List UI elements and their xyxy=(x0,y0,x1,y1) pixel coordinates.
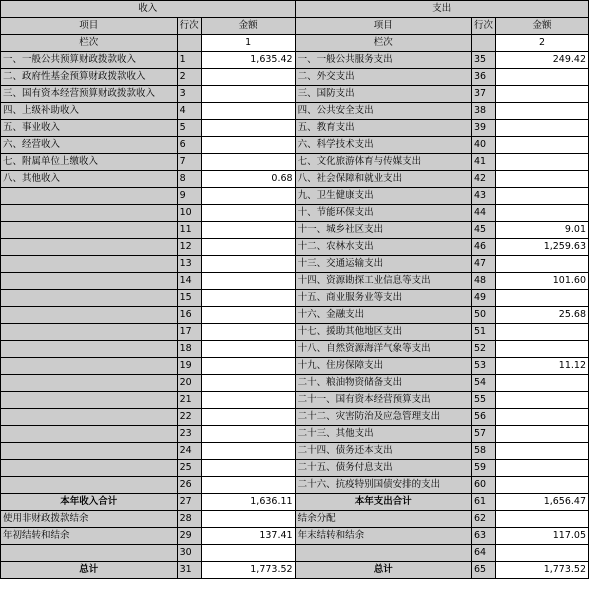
income-item xyxy=(1,443,178,460)
expense-item: 二十一、国有资本经营预算支出 xyxy=(295,392,471,409)
income-amount xyxy=(201,154,295,171)
income-amount xyxy=(201,188,295,205)
expense-item: 十四、资源勘探工业信息等支出 xyxy=(295,273,471,290)
expense-line: 43 xyxy=(471,188,495,205)
expense-item: 六、科学技术支出 xyxy=(295,137,471,154)
expense-amount xyxy=(495,171,588,188)
income-line: 1 xyxy=(177,52,201,69)
blank-label-right xyxy=(295,545,471,562)
expense-item: 十三、交通运输支出 xyxy=(295,256,471,273)
table-row xyxy=(1,86,589,103)
expense-item: 十五、商业服务业等支出 xyxy=(295,290,471,307)
income-item: 七、附属单位上缴收入 xyxy=(1,154,178,171)
blank-row xyxy=(1,545,589,562)
expense-item: 二十六、抗疫特别国债安排的支出 xyxy=(295,477,471,494)
expense-line: 60 xyxy=(471,477,495,494)
table-row xyxy=(1,460,589,477)
expense-amount xyxy=(495,137,588,154)
blank-line-left: 30 xyxy=(177,545,201,562)
expense-amount xyxy=(495,426,588,443)
income-amount xyxy=(201,290,295,307)
table-row xyxy=(1,375,589,392)
expense-item: 二十、粮油物资储备支出 xyxy=(295,375,471,392)
expense-line: 48 xyxy=(471,273,495,290)
income-item xyxy=(1,239,178,256)
income-amount: 1,635.42 xyxy=(201,52,295,69)
income-amount xyxy=(201,69,295,86)
expense-line: 58 xyxy=(471,443,495,460)
expense-amount xyxy=(495,324,588,341)
expense-item: 十、节能环保支出 xyxy=(295,205,471,222)
header-row-columns xyxy=(1,18,589,35)
blank-label-left xyxy=(1,545,178,562)
table-row xyxy=(1,154,589,171)
income-item xyxy=(1,273,178,290)
income-line: 17 xyxy=(177,324,201,341)
nonfiscal-label: 使用非财政拨款结余 xyxy=(1,511,178,528)
expense-amount: 11.12 xyxy=(495,358,588,375)
income-amount: 0.68 xyxy=(201,171,295,188)
table-row xyxy=(1,137,589,154)
total-row xyxy=(1,494,589,511)
income-item: 一、一般公共预算财政拨款收入 xyxy=(1,52,178,69)
income-item xyxy=(1,324,178,341)
income-amount xyxy=(201,239,295,256)
table-row xyxy=(1,307,589,324)
expense-code-label: 栏次 xyxy=(295,35,471,52)
income-amount xyxy=(201,426,295,443)
income-line: 8 xyxy=(177,171,201,188)
nonfiscal-amount xyxy=(201,511,295,528)
income-item xyxy=(1,188,178,205)
income-line-header: 行次 xyxy=(177,18,201,35)
income-item: 二、政府性基金预算财政拨款收入 xyxy=(1,69,178,86)
expense-amount: 1,259.63 xyxy=(495,239,588,256)
expense-amount xyxy=(495,477,588,494)
income-line: 22 xyxy=(177,409,201,426)
expense-amount xyxy=(495,86,588,103)
expense-line: 37 xyxy=(471,86,495,103)
end-balance-label: 年末结转和结余 xyxy=(295,528,471,545)
table-row xyxy=(1,188,589,205)
income-item xyxy=(1,460,178,477)
table-row xyxy=(1,256,589,273)
income-line: 11 xyxy=(177,222,201,239)
income-item xyxy=(1,426,178,443)
income-item: 八、其他收入 xyxy=(1,171,178,188)
income-item xyxy=(1,222,178,239)
blank-amount-right xyxy=(495,545,588,562)
income-total-line: 27 xyxy=(177,494,201,511)
income-item xyxy=(1,205,178,222)
begin-balance-amount: 137.41 xyxy=(201,528,295,545)
expense-line: 55 xyxy=(471,392,495,409)
expense-item: 七、文化旅游体育与传媒支出 xyxy=(295,154,471,171)
income-amount xyxy=(201,341,295,358)
expense-line: 49 xyxy=(471,290,495,307)
income-line: 4 xyxy=(177,103,201,120)
expense-item: 三、国防支出 xyxy=(295,86,471,103)
expense-line: 50 xyxy=(471,307,495,324)
table-row xyxy=(1,324,589,341)
expense-total-amount: 1,656.47 xyxy=(495,494,588,511)
income-amount xyxy=(201,120,295,137)
income-item xyxy=(1,341,178,358)
expense-amount xyxy=(495,460,588,477)
income-item xyxy=(1,375,178,392)
income-line: 2 xyxy=(177,69,201,86)
table-row xyxy=(1,120,589,137)
expense-line: 56 xyxy=(471,409,495,426)
expense-item: 十九、住房保障支出 xyxy=(295,358,471,375)
income-amount xyxy=(201,205,295,222)
expense-amount xyxy=(495,375,588,392)
expense-amount: 101.60 xyxy=(495,273,588,290)
income-item xyxy=(1,409,178,426)
income-item xyxy=(1,307,178,324)
expense-column-number: 2 xyxy=(495,35,588,52)
expense-amount xyxy=(495,443,588,460)
table-body xyxy=(1,52,589,494)
grand-total-label-left: 总计 xyxy=(1,562,178,579)
income-item: 三、国有资本经营预算财政拨款收入 xyxy=(1,86,178,103)
expense-amount xyxy=(495,205,588,222)
distribution-line: 62 xyxy=(471,511,495,528)
income-amount xyxy=(201,324,295,341)
expense-amount-header: 金额 xyxy=(495,18,588,35)
income-amount xyxy=(201,222,295,239)
income-line: 7 xyxy=(177,154,201,171)
income-total-label: 本年收入合计 xyxy=(1,494,178,511)
expense-line: 42 xyxy=(471,171,495,188)
expense-line: 41 xyxy=(471,154,495,171)
grand-total-amount-right: 1,773.52 xyxy=(495,562,588,579)
income-column-number: 1 xyxy=(201,35,295,52)
income-line: 16 xyxy=(177,307,201,324)
table-row xyxy=(1,239,589,256)
expense-amount xyxy=(495,392,588,409)
expense-line: 47 xyxy=(471,256,495,273)
blank-amount-left xyxy=(201,545,295,562)
income-line: 20 xyxy=(177,375,201,392)
expense-amount: 9.01 xyxy=(495,222,588,239)
expense-amount xyxy=(495,154,588,171)
table-row xyxy=(1,392,589,409)
begin-balance-line: 29 xyxy=(177,528,201,545)
expense-line: 52 xyxy=(471,341,495,358)
income-amount xyxy=(201,460,295,477)
begin-balance-label: 年初结转和结余 xyxy=(1,528,178,545)
expense-item: 一、一般公共服务支出 xyxy=(295,52,471,69)
income-amount xyxy=(201,256,295,273)
income-amount xyxy=(201,409,295,426)
table-row xyxy=(1,409,589,426)
carryover-row xyxy=(1,528,589,545)
distribution-label: 结余分配 xyxy=(295,511,471,528)
expense-line: 40 xyxy=(471,137,495,154)
grand-total-label-right: 总计 xyxy=(295,562,471,579)
expense-item: 十七、援助其他地区支出 xyxy=(295,324,471,341)
expense-line: 35 xyxy=(471,52,495,69)
expense-item: 二十五、债务付息支出 xyxy=(295,460,471,477)
expense-code-blank xyxy=(471,35,495,52)
expense-total-line: 61 xyxy=(471,494,495,511)
header-row-sections xyxy=(1,1,589,18)
expense-amount xyxy=(495,290,588,307)
expense-item: 九、卫生健康支出 xyxy=(295,188,471,205)
expense-line: 53 xyxy=(471,358,495,375)
nonfiscal-row xyxy=(1,511,589,528)
income-code-blank xyxy=(177,35,201,52)
income-item-header: 项目 xyxy=(1,18,178,35)
grand-total-row xyxy=(1,562,589,579)
income-line: 9 xyxy=(177,188,201,205)
income-item xyxy=(1,358,178,375)
income-line: 18 xyxy=(177,341,201,358)
table-row xyxy=(1,290,589,307)
income-line: 6 xyxy=(177,137,201,154)
income-code-label: 栏次 xyxy=(1,35,178,52)
expense-item: 十六、金融支出 xyxy=(295,307,471,324)
expense-line: 57 xyxy=(471,426,495,443)
table-row xyxy=(1,205,589,222)
end-balance-line: 63 xyxy=(471,528,495,545)
blank-line-right: 64 xyxy=(471,545,495,562)
expense-item: 八、社会保障和就业支出 xyxy=(295,171,471,188)
income-amount xyxy=(201,103,295,120)
grand-total-line-left: 31 xyxy=(177,562,201,579)
expense-amount xyxy=(495,409,588,426)
income-amount xyxy=(201,477,295,494)
income-line: 13 xyxy=(177,256,201,273)
expense-line: 36 xyxy=(471,69,495,86)
expense-item: 二十三、其他支出 xyxy=(295,426,471,443)
income-item xyxy=(1,290,178,307)
expense-amount xyxy=(495,188,588,205)
income-line: 19 xyxy=(177,358,201,375)
income-amount xyxy=(201,375,295,392)
income-line: 12 xyxy=(177,239,201,256)
income-item xyxy=(1,256,178,273)
table-row xyxy=(1,443,589,460)
expense-amount xyxy=(495,341,588,358)
expense-item: 十一、城乡社区支出 xyxy=(295,222,471,239)
income-item: 五、事业收入 xyxy=(1,120,178,137)
expense-line-header: 行次 xyxy=(471,18,495,35)
table-row xyxy=(1,222,589,239)
income-line: 14 xyxy=(177,273,201,290)
table-row xyxy=(1,426,589,443)
grand-total-line-right: 65 xyxy=(471,562,495,579)
header-row-codes xyxy=(1,35,589,52)
expense-amount xyxy=(495,120,588,137)
income-line: 26 xyxy=(177,477,201,494)
expense-line: 44 xyxy=(471,205,495,222)
expense-line: 38 xyxy=(471,103,495,120)
expense-item: 十二、农林水支出 xyxy=(295,239,471,256)
expense-item: 二十四、债务还本支出 xyxy=(295,443,471,460)
table-row xyxy=(1,69,589,86)
income-amount xyxy=(201,358,295,375)
income-amount xyxy=(201,443,295,460)
expense-total-label: 本年支出合计 xyxy=(295,494,471,511)
table-row xyxy=(1,103,589,120)
expense-line: 54 xyxy=(471,375,495,392)
table-row xyxy=(1,358,589,375)
expense-item-header: 项目 xyxy=(295,18,471,35)
income-line: 15 xyxy=(177,290,201,307)
income-item: 六、经营收入 xyxy=(1,137,178,154)
income-item: 四、上级补助收入 xyxy=(1,103,178,120)
income-amount xyxy=(201,392,295,409)
income-line: 25 xyxy=(177,460,201,477)
expense-amount: 25.68 xyxy=(495,307,588,324)
grand-total-amount-left: 1,773.52 xyxy=(201,562,295,579)
expense-line: 59 xyxy=(471,460,495,477)
income-item xyxy=(1,477,178,494)
income-amount xyxy=(201,307,295,324)
income-line: 3 xyxy=(177,86,201,103)
income-amount-header: 金额 xyxy=(201,18,295,35)
income-item xyxy=(1,392,178,409)
income-line: 24 xyxy=(177,443,201,460)
expense-amount: 249.42 xyxy=(495,52,588,69)
expense-line: 39 xyxy=(471,120,495,137)
expense-item: 二、外交支出 xyxy=(295,69,471,86)
expense-item: 十八、自然资源海洋气象等支出 xyxy=(295,341,471,358)
income-amount xyxy=(201,273,295,290)
income-amount xyxy=(201,86,295,103)
income-total-amount: 1,636.11 xyxy=(201,494,295,511)
distribution-amount xyxy=(495,511,588,528)
expense-amount xyxy=(495,103,588,120)
table-row xyxy=(1,341,589,358)
income-amount xyxy=(201,137,295,154)
end-balance-amount: 117.05 xyxy=(495,528,588,545)
income-line: 5 xyxy=(177,120,201,137)
expense-line: 51 xyxy=(471,324,495,341)
table-row xyxy=(1,52,589,69)
table-row xyxy=(1,171,589,188)
expense-section-header: 支出 xyxy=(295,1,588,18)
expense-amount xyxy=(495,256,588,273)
expense-line: 45 xyxy=(471,222,495,239)
expense-item: 四、公共安全支出 xyxy=(295,103,471,120)
expense-item: 二十二、灾害防治及应急管理支出 xyxy=(295,409,471,426)
table-row xyxy=(1,477,589,494)
expense-amount xyxy=(495,69,588,86)
income-section-header: 收入 xyxy=(1,1,296,18)
nonfiscal-line: 28 xyxy=(177,511,201,528)
expense-item: 五、教育支出 xyxy=(295,120,471,137)
table-row xyxy=(1,273,589,290)
income-line: 21 xyxy=(177,392,201,409)
income-line: 10 xyxy=(177,205,201,222)
income-line: 23 xyxy=(177,426,201,443)
expense-line: 46 xyxy=(471,239,495,256)
